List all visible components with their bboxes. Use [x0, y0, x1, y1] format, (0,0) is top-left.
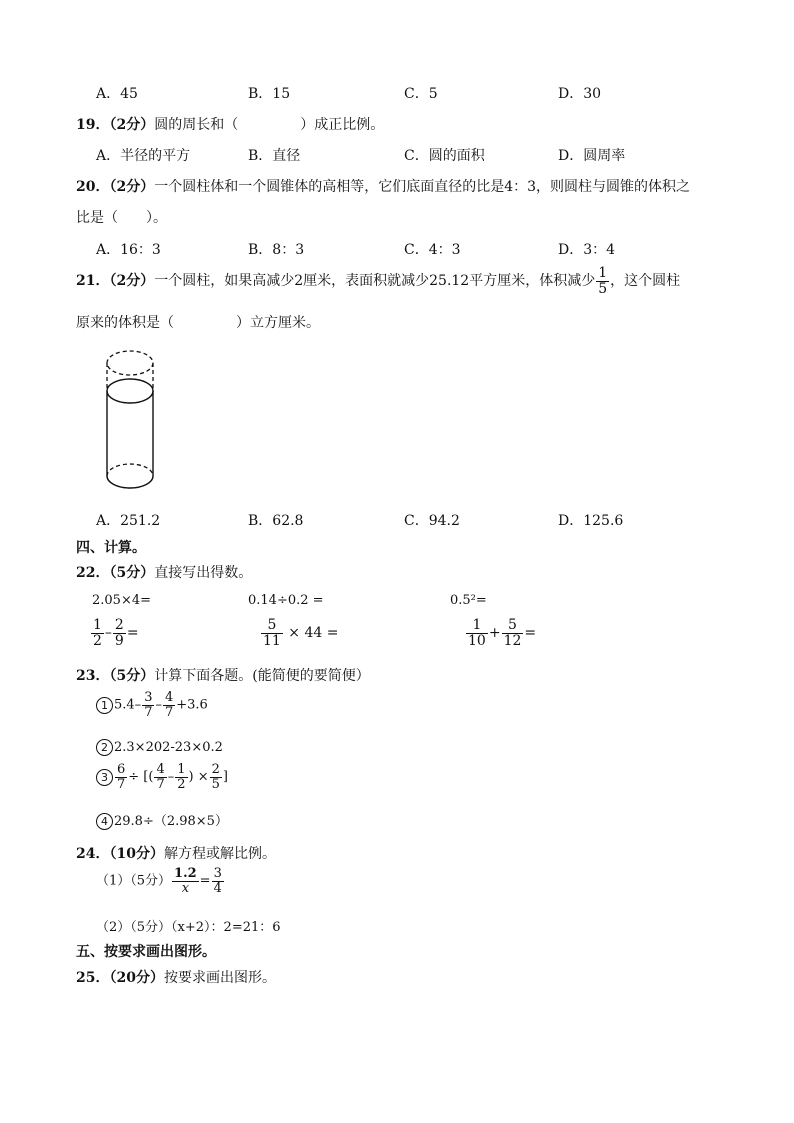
q23-i1-f2-den: 7 — [164, 704, 174, 720]
q24-part-1 — [96, 867, 225, 895]
q18-option-d: D．30 — [558, 86, 602, 102]
q24-p1-frac2-num: 3 — [213, 866, 222, 881]
q19-score: （2分） — [109, 117, 155, 133]
q21-fraction — [596, 266, 609, 296]
q23-i3-f3-num: 1 — [177, 762, 186, 777]
q21-text-line1-end: ，这个圆柱 — [610, 273, 681, 290]
q23-i1-f1-num: 3 — [144, 690, 153, 705]
q22-item-2: 0.14÷0.2 = — [248, 593, 324, 608]
q19-stem — [76, 114, 384, 134]
q24-p2-expr: （x+2）：2=21：6 — [171, 920, 281, 935]
q24-p1-eq: = — [199, 873, 211, 889]
q20-option-b: B．8：3 — [248, 242, 305, 258]
q23-i1-f1-den: 7 — [144, 704, 153, 720]
cylinder-figure — [100, 345, 160, 495]
q20-stem-line2: 比是（ ）。 — [76, 210, 167, 226]
q23-mark-2: 2 — [96, 739, 113, 756]
q19-number: 19． — [76, 117, 110, 133]
q21-text-line1: 一个圆柱，如果高减少2厘米，表面积就减少25.12平方厘米，体积减少 — [154, 273, 596, 290]
q25-text: 按要求画出图形。 — [163, 970, 276, 986]
q23-item-3 — [96, 763, 228, 791]
q22-stem — [76, 562, 252, 582]
q22-f1-b-den: 9 — [114, 632, 124, 649]
q23-i1-op: – — [155, 697, 162, 713]
q22-item-1: 2.05×4= — [92, 593, 152, 608]
q22-item-6 — [465, 618, 536, 648]
q21-score: （2分） — [109, 273, 155, 290]
q22-f2-num: 5 — [261, 618, 283, 634]
q22-f3-op: + — [488, 625, 501, 642]
q22-f1-op: – — [104, 625, 112, 642]
q23-i1-f2-num: 4 — [164, 690, 174, 705]
q19-option-b: B．直径 — [248, 148, 301, 164]
q20-option-d: D．3：4 — [558, 242, 616, 258]
q23-i2-expr: 2.3×202-23×0.2 — [114, 740, 223, 755]
q24-text: 解方程或解比例。 — [163, 846, 276, 862]
q23-stem — [76, 665, 370, 685]
q22-score: （5分） — [109, 565, 155, 581]
q20-score: （2分） — [109, 179, 155, 195]
q22-f2-den: 11 — [263, 632, 281, 649]
q21-text-line2-b: ）立方厘米。 — [236, 315, 320, 331]
q23-mark-4: 4 — [96, 813, 113, 830]
q18-option-c: C．5 — [404, 86, 438, 102]
q22-f1-eq: = — [126, 625, 139, 642]
q24-p1-frac-num: 1.2 — [174, 866, 197, 881]
q22-item-4 — [90, 618, 139, 648]
q24-score: （10分） — [109, 846, 164, 862]
q20-text-line1: 一个圆柱体和一个圆锥体的高相等，它们底面直径的比是4：3，则圆柱与圆锥的体积之 — [154, 179, 691, 195]
q23-i1-b: +3.6 — [176, 697, 208, 713]
q23-score: （5分） — [109, 668, 155, 684]
q22-f3-b-num: 5 — [502, 618, 524, 634]
q24-p2-label: （2）（5分） — [96, 920, 172, 935]
q18-option-a: A．45 — [96, 86, 138, 102]
q21-option-b: B．62.8 — [248, 513, 304, 529]
q22-f3-b-den: 12 — [503, 632, 522, 649]
q21-number: 21． — [76, 273, 110, 290]
q21-fraction-denominator: 5 — [598, 280, 608, 297]
q23-i3-f2-den: 7 — [156, 776, 165, 792]
q25-stem — [76, 967, 276, 987]
q23-i3-f2-num: 4 — [156, 762, 165, 777]
q22-f3-eq: = — [524, 625, 537, 642]
q18-options — [0, 83, 794, 103]
q20-options — [0, 239, 794, 259]
q23-item-2 — [96, 739, 223, 756]
q23-mark-1: 1 — [96, 697, 113, 714]
q24-p1-label: （1）（5分） — [96, 873, 172, 889]
q21-options — [0, 510, 794, 530]
q23-i4-expr: 29.8÷（2.98×5） — [114, 814, 228, 829]
q23-i3-f3-den: 2 — [177, 776, 186, 792]
q22-text: 直接写出得数。 — [154, 565, 253, 581]
q20-option-a: A．16：3 — [96, 242, 161, 258]
q19-text-b: ）成正比例。 — [300, 117, 385, 133]
q22-number: 22． — [76, 565, 110, 581]
q24-p1-frac-den: x — [181, 880, 190, 896]
q22-item-5 — [260, 618, 338, 648]
q23-i3-op1: ÷ [( — [128, 769, 154, 785]
q19-options — [0, 145, 794, 165]
q23-mark-3: 3 — [96, 769, 113, 786]
q21-stem-line2 — [76, 312, 320, 332]
q19-option-d: D．圆周率 — [558, 148, 626, 164]
q21-text-line2-a: 原来的体积是（ — [76, 315, 174, 331]
q21-option-c: C．94.2 — [404, 513, 460, 529]
q23-i3-f1-den: 7 — [117, 776, 126, 792]
q24-number: 24． — [76, 846, 110, 862]
q22-f1-b-num: 2 — [114, 617, 124, 633]
q22-f3-a-num: 1 — [466, 618, 488, 634]
q23-i3-f4-den: 5 — [211, 776, 220, 792]
q23-i3-op2: – — [167, 769, 175, 785]
q21-stem-line1 — [76, 266, 680, 296]
q19-text-a: 圆的周长和（ — [154, 117, 239, 133]
q22-f1-a-num: 1 — [93, 617, 102, 633]
q25-number: 25． — [76, 970, 110, 986]
q19-option-c: C．圆的面积 — [404, 148, 485, 164]
q23-text: 计算下面各题。(能简便的要简便） — [154, 668, 370, 684]
q19-option-a: A．半径的平方 — [96, 148, 191, 164]
q20-number: 20． — [76, 179, 110, 195]
q23-i1-a: 5.4– — [114, 697, 142, 713]
q22-f2-rest: × 44 = — [288, 625, 339, 642]
q24-part-2 — [96, 916, 281, 935]
q21-option-d: D．125.6 — [558, 513, 624, 529]
q18-option-b: B．15 — [248, 86, 291, 102]
q25-score: （20分） — [109, 970, 164, 986]
q24-stem — [76, 843, 276, 863]
q22-f1-a-den: 2 — [93, 632, 102, 649]
q24-p1-frac2-den: 4 — [213, 880, 222, 896]
q20-option-c: C．4：3 — [404, 242, 461, 258]
q22-item-3: 0.5²= — [450, 593, 487, 608]
q23-i3-f4-num: 2 — [211, 762, 220, 777]
q21-option-a: A．251.2 — [96, 513, 161, 529]
q23-i3-op3: ) × — [188, 769, 209, 785]
q20-stem-line1 — [76, 176, 690, 196]
q22-f3-a-den: 10 — [468, 632, 486, 649]
q21-fraction-numerator: 1 — [598, 265, 608, 281]
q23-i3-f1-num: 6 — [117, 762, 126, 777]
q23-item-1 — [96, 691, 208, 719]
section-5-heading: 五、按要求画出图形。 — [76, 944, 216, 960]
q23-i3-end: ] — [222, 769, 228, 785]
q23-item-4 — [96, 810, 228, 830]
section-4-heading: 四、计算。 — [76, 540, 146, 556]
q23-number: 23． — [76, 668, 110, 684]
